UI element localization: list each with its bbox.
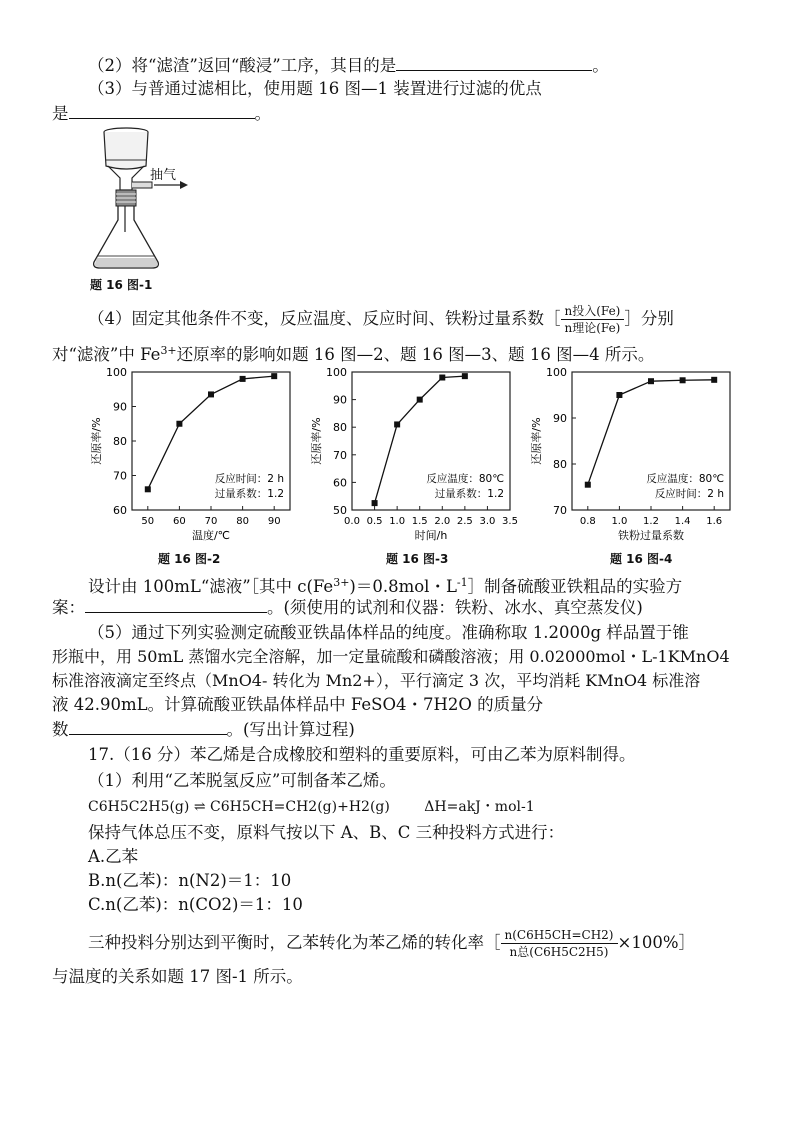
q3-answer-blank[interactable] [69,102,255,119]
y-tick-label: 60 [333,476,347,490]
q4-frac-den: n理论(Fe) [564,321,621,335]
option-a: A.乙苯 [88,847,139,866]
data-point [372,500,378,506]
data-point [585,482,591,488]
design-line2 [52,596,643,619]
delta-h: ΔH=akJ・mol-1 [424,799,535,815]
q4-line2-post: 还原率的影响如题 16 图—2、题 16 图—3、题 16 图—4 所示。 [176,345,655,364]
figure-16-2-caption: 题 16 图-2 [158,552,221,566]
data-point [711,377,717,383]
figure-16-1-caption: 题 16 图-1 [90,278,153,292]
q4-text: （4）固定其他条件不变，反应温度、反应时间、铁粉过量系数［ [88,309,561,328]
x-tick-label: 1.2 [643,516,659,527]
x-tick-label: 3.0 [479,516,496,527]
y-tick-label: 50 [333,504,347,517]
chart-annotation: 反应时间：2 h [654,488,724,500]
x-tick-label: 2.5 [456,516,473,527]
x-tick-label: 1.5 [411,516,428,527]
x-tick-label: 0.0 [344,516,360,527]
data-point [271,373,277,379]
x-tick-label: 80 [236,516,249,527]
y-tick-label: 70 [333,448,347,462]
question-3-line1: （3）与普通过滤相比，使用题 16 图—1 装置进行过滤的优点 [88,79,542,98]
data-point [680,377,686,383]
y-tick-label: 80 [333,421,347,435]
question-3-line2 [52,102,271,125]
option-c: C.n(乙苯)：n(CO2)＝1：10 [88,895,303,914]
chart-annotation: 反应时间：2 h [214,473,284,485]
design-sup2: -1 [456,576,468,589]
data-point [208,391,214,397]
design-sup: 3+ [333,576,350,589]
design-line2-post: 。(须使用的试剂和仪器：铁粉、冰水、真空蒸发仪) [267,598,643,617]
y-tick-label: 100 [546,366,567,379]
chart-annotation: 过量系数：1.2 [434,488,504,500]
q4-text-end: ］分别 [624,309,674,328]
last-line: 与温度的关系如题 17 图-1 所示。 [52,967,303,986]
reaction-equation [88,796,535,818]
x-tick-label: 70 [204,516,218,527]
y-axis-label: 还原率/% [90,417,103,465]
question-5-line3: 标准溶液滴定至终点（MnO4- 转化为 Mn2+），平行滴定 3 次，平均消耗 KMnO4 标准溶 [52,671,701,690]
x-tick-label: 50 [141,516,155,527]
x-tick-label: 1.4 [674,516,691,527]
eq-right: C6H5CH=CH2(g)+H2(g) [210,799,390,815]
q2-answer-blank[interactable] [396,54,592,71]
q5-line5-post: 。(写出计算过程) [226,720,355,739]
question-4-line1 [88,304,674,335]
x-tick-label: 90 [267,516,281,527]
x-tick-label: 1.0 [611,516,628,527]
design-post: ］制备硫酸亚铁粗品的实验方 [467,577,683,596]
x-tick-label: 0.8 [579,516,596,527]
q3-prefix: 是 [52,104,69,123]
y-tick-label: 90 [333,393,347,407]
q5-answer-blank[interactable] [69,718,227,735]
data-point [394,421,400,427]
y-axis-label: 还原率/% [310,417,323,465]
data-point [648,378,654,384]
q5-line5-pre: 数 [52,720,69,739]
q2-text: （2）将“滤渣”返回“酸浸”工序，其目的是 [88,56,397,75]
y-tick-label: 100 [326,366,347,379]
question-17-part1: （1）利用“乙苯脱氢反应”可制备苯乙烯。 [88,771,396,790]
figure-16-4-caption: 题 16 图-4 [610,552,673,566]
chart-16-2 [80,362,310,552]
x-tick-label: 60 [173,516,186,527]
data-point [439,375,445,381]
x-axis-label: 时间/h [414,529,448,542]
data-point [176,421,182,427]
conv-num: n(C6H5CH=CH2) [501,928,618,944]
x-tick-label: 2.0 [434,516,451,527]
y-tick-label: 70 [113,469,127,483]
data-point [462,373,468,379]
q3-end: 。 [254,104,271,123]
x-tick-label: 1.0 [389,516,406,527]
y-tick-label: 80 [113,435,127,448]
chart-16-4 [520,362,750,552]
keep-pressure-text: 保持气体总压不变，原料气按以下 A、B、C 三种投料方式进行： [88,823,565,842]
option-b: B.n(乙苯)：n(N2)＝1：10 [88,871,292,890]
x-tick-label: 0.5 [366,516,383,527]
equilibrium-arrow-icon: ⇌ [193,799,206,815]
x-axis-label: 铁粉过量系数 [618,529,684,542]
x-axis-label: 温度/℃ [191,529,231,542]
y-tick-label: 90 [113,400,127,414]
q2-end: 。 [592,56,609,75]
suction-filter-apparatus-figure [88,124,228,272]
q4-line2-sup: 3+ [160,344,177,357]
design-answer-blank[interactable] [85,596,267,613]
conv-pre: 三种投料分别达到平衡时，乙苯转化为苯乙烯的转化率［ [88,933,501,952]
design-pre: 设计由 100mL“滤液”［其中 c(Fe [88,577,334,596]
y-tick-label: 60 [113,504,127,517]
figure-16-3-caption: 题 16 图-3 [386,552,449,566]
y-tick-label: 70 [553,504,567,517]
chart-16-3 [300,362,530,552]
question-17-title: 17.（16 分）苯乙烯是合成橡胶和塑料的重要原料，可由乙苯为原料制得。 [88,745,636,764]
question-5-line1: （5）通过下列实验测定硫酸亚铁晶体样品的纯度。准确称取 1.2000g 样品置于锥 [88,623,689,642]
data-point [240,376,246,382]
question-2 [88,54,609,77]
series-line [588,380,714,485]
chart-annotation: 反应温度：80℃ [646,473,724,485]
design-mid: )＝0.8mol・L [349,577,457,596]
q4-fraction [561,304,625,335]
q4-frac-num: n投入(Fe) [561,304,625,320]
conv-post: ×100%］ [617,933,695,952]
data-point [145,486,151,492]
question-5-line5 [52,718,355,741]
data-point [417,397,423,403]
design-line1 [88,572,682,598]
y-axis-label: 还原率/% [530,417,543,465]
question-5-line2: 形瓶中，用 50mL 蒸馏水完全溶解，加一定量硫酸和磷酸溶液；用 0.02000mol・L-1KMnO4 [52,647,730,666]
y-tick-label: 100 [106,366,127,379]
x-tick-label: 3.5 [502,516,518,527]
conversion-line [88,928,695,959]
apparatus-label: 抽气 [150,168,177,183]
conv-den: n总(C6H5C2H5) [509,945,609,959]
question-5-line4: 液 42.90mL。计算硫酸亚铁晶体样品中 FeSO4・7H2O 的质量分 [52,695,544,714]
chart-annotation: 反应温度：80℃ [426,473,504,485]
y-tick-label: 80 [553,458,567,471]
eq-left: C6H5C2H5(g) [88,799,190,815]
data-point [616,392,622,398]
q4-line2-pre: 对“滤液”中 Fe [52,345,161,364]
y-tick-label: 90 [553,412,567,425]
x-tick-label: 1.6 [706,516,723,527]
chart-annotation: 过量系数：1.2 [214,488,284,500]
conversion-fraction [501,928,618,959]
design-line2-pre: 案： [52,598,85,617]
